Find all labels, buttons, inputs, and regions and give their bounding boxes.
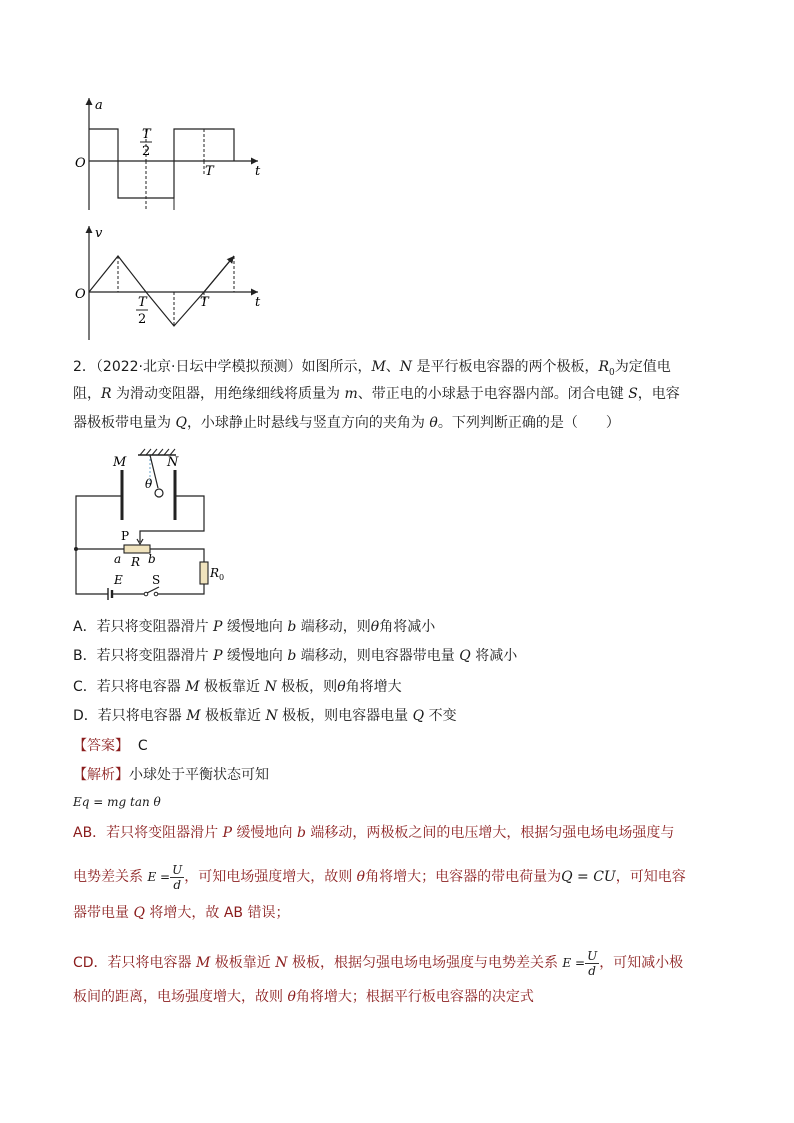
rheostat-label: R — [131, 555, 141, 569]
plate-N-label: N — [167, 455, 179, 470]
fraction-U-over-d: $\frac{U}{d}$ — [172, 862, 183, 892]
slider-label: P — [121, 529, 130, 543]
question-line-3: 器极板带电量为 Q，小球静止时悬线与竖直方向的夹角为 θ。下列判断正确的是（ ） — [73, 415, 620, 431]
option-C[interactable]: C．若只将电容器 M 极板靠近 N 极板，则θ角将增大 — [73, 679, 402, 695]
period-label: T — [200, 295, 209, 310]
t-axis-label: t — [255, 295, 261, 310]
option-A[interactable]: A．若只将变阻器滑片 P 缓慢地向 b 端移动，则θ角将减小 — [73, 619, 436, 635]
a-axis-label: a — [95, 98, 103, 113]
terminal-a-label: a — [114, 552, 122, 566]
circuit-diagram — [68, 446, 228, 606]
half-period-den: 2 — [138, 312, 147, 327]
fraction-U-over-d: $\frac{U}{d}$ — [587, 948, 598, 978]
terminal-b-label: b — [148, 552, 156, 566]
switch-label: S — [152, 573, 161, 587]
charged-ball — [155, 489, 163, 497]
analysis-ab-line-1: AB．若只将变阻器滑片 P 缓慢地向 b 端移动，两极板之间的电压增大，根据匀强电场电场强度与 — [73, 825, 675, 841]
analysis-label: 【解析】 — [73, 767, 129, 783]
analysis-intro: 【解析】小球处于平衡状态可知 — [73, 767, 269, 783]
half-period-den: 2 — [142, 144, 151, 159]
analysis-ab-line-2: 电势差关系 E = $\frac{U}{d}$ ，可知电场强度增大，故则 θ角将增大；电容器的带电荷量为Q = CU，可知电容 — [73, 862, 686, 892]
question-source: （2022·北京·日坛中学模拟预测） — [95, 359, 302, 375]
analysis-cd-line-1: CD．若只将电容器 M 极板靠近 N 极板，根据匀强电场电场强度与电势差关系 E = $\frac{U}{d}$ ，可知减小极 — [73, 948, 684, 978]
answer-label: 【答案】 — [73, 738, 129, 754]
half-period-num: T — [142, 127, 151, 142]
analysis-ab-line-3: 器带电量 Q 将增大，故 AB 错误； — [73, 905, 290, 921]
half-period-num: T — [138, 295, 147, 310]
acceleration-time-graph — [70, 95, 270, 215]
battery-label: E — [114, 573, 123, 587]
analysis-equation: Eq = mg tan θ — [73, 795, 161, 809]
origin-label: O — [75, 287, 86, 302]
velocity-time-graph — [70, 222, 270, 342]
option-B[interactable]: B．若只将变阻器滑片 P 缓慢地向 b 端移动，则电容器带电量 Q 将减小 — [73, 648, 518, 664]
option-D[interactable]: D．若只将电容器 M 极板靠近 N 极板，则电容器电量 Q 不变 — [73, 708, 457, 724]
t-axis-label: t — [255, 164, 261, 179]
question-line-1: 2．（2022·北京·日坛中学模拟预测）如图所示，M、N 是平行板电容器的两个极板，$R_0$为定值电 — [73, 359, 671, 378]
question-line-2: 阻，R 为滑动变阻器，用绝缘细线将质量为 m、带正电的小球悬于电容器内部。闭合电键 S，电容 — [73, 386, 680, 402]
velocity-curve — [89, 256, 234, 326]
plate-M-label: M — [113, 455, 127, 470]
rheostat — [124, 545, 150, 553]
fixed-resistor-label: $R_0$ — [210, 566, 225, 582]
answer-line — [73, 736, 148, 756]
angle-label: θ — [145, 477, 153, 491]
v-axis-label: v — [95, 226, 103, 241]
period-label: T — [205, 164, 214, 179]
answer-value: C — [137, 738, 148, 754]
question-number: 2． — [73, 359, 96, 375]
analysis-cd-line-2: 板间的距离，电场强度增大，故则 θ角将增大；根据平行板电容器的决定式 — [73, 989, 534, 1005]
fixed-resistor — [200, 562, 208, 584]
origin-label: O — [75, 156, 86, 171]
